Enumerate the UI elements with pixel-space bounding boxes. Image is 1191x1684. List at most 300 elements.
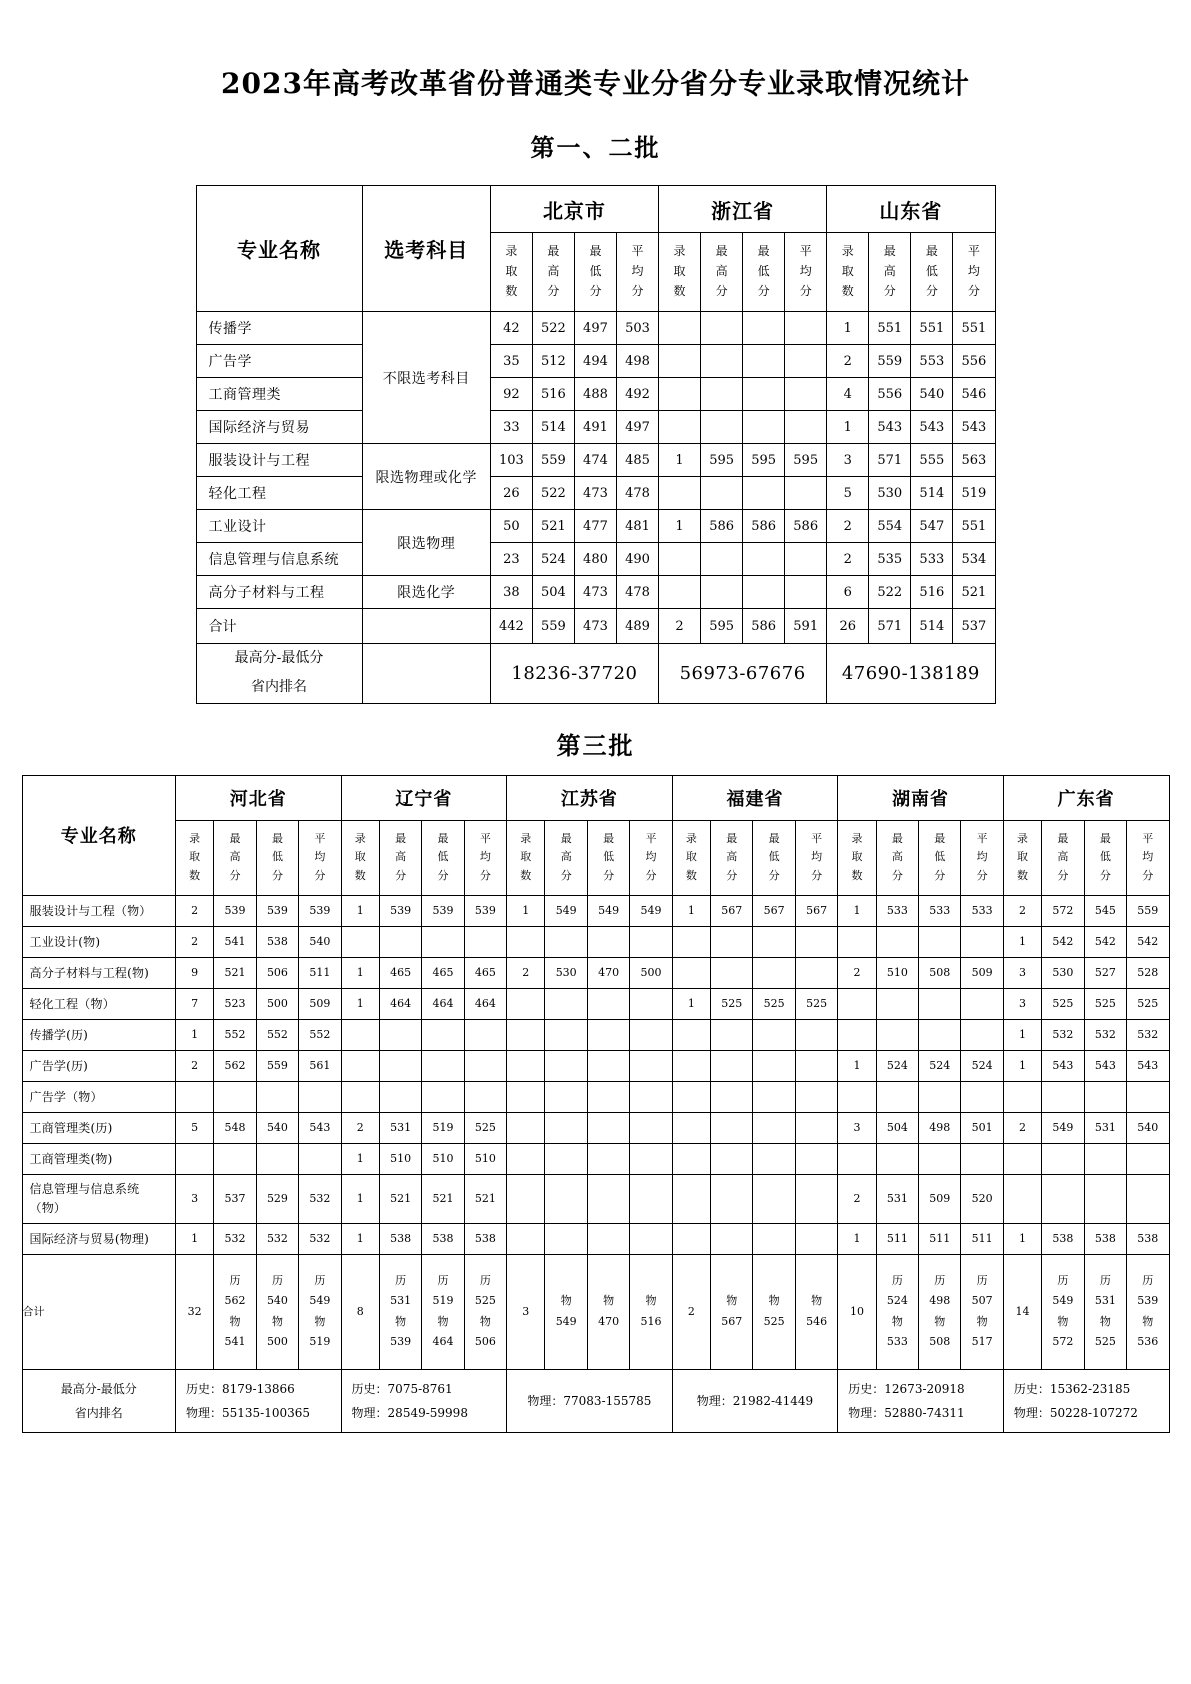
total-count: 8 [341,1254,379,1369]
total-count: 10 [838,1254,876,1369]
score-cell [507,1081,545,1112]
text-line: 均 [631,264,644,279]
score-cell: 567 [753,895,795,926]
score-cell [743,345,785,378]
score-cell [961,1019,1003,1050]
total-count: 2 [672,1254,710,1369]
header-metric-5-3 [919,820,961,895]
score-cell: 530 [869,477,911,510]
score-cell [1127,1081,1169,1112]
score-cell [785,312,827,345]
score-cell: 510 [876,957,918,988]
score-cell: 530 [545,957,587,988]
table-row [22,1050,1169,1081]
text-line: 分 [547,283,560,298]
score-cell [422,1081,464,1112]
text-line: 分 [229,869,241,883]
score-cell: 478 [616,576,658,609]
score-cell [507,1050,545,1081]
text-line: 取 [841,264,854,279]
header-province-3: 江苏省 [507,775,673,820]
total-score-cell: 473 [574,609,616,644]
score-cell [743,312,785,345]
major-name: 高分子材料与工程(物) [22,957,175,988]
text-line: 数 [354,869,366,883]
text-line: 分 [271,869,283,883]
text-line: 524 [886,1294,908,1308]
header-metric-1-1 [175,820,213,895]
score-cell: 1 [838,895,876,926]
score-cell: 532 [1042,1019,1084,1050]
score-cell [379,1081,421,1112]
text-line: 分 [715,283,728,298]
rank-range-1 [175,1369,341,1432]
score-cell: 1 [827,411,869,444]
header-metric-3-1 [827,233,869,312]
score-cell [341,1081,379,1112]
text-line: 录 [841,244,854,259]
header-metric-1-4 [299,820,341,895]
text-line: 464 [432,1335,454,1349]
text-line: 536 [1137,1335,1159,1349]
score-cell: 525 [753,988,795,1019]
score-cell [711,1050,753,1081]
score-cell: 514 [911,477,953,510]
text-line: 录 [520,831,532,845]
score-cell: 465 [379,957,421,988]
score-cell [507,926,545,957]
text-line: 录 [685,831,697,845]
table-row [22,1081,1169,1112]
score-cell [545,1143,587,1174]
score-cell [795,1174,837,1223]
text-line: 平 [314,831,326,845]
score-cell: 1 [838,1050,876,1081]
score-cell: 538 [1084,1223,1126,1254]
text-line: 533 [886,1335,908,1349]
table-row [196,312,995,345]
score-cell: 539 [256,895,298,926]
section-2-title: 第三批 [556,730,635,760]
total-score-cell: 595 [701,609,743,644]
text-line: 历 [314,1274,326,1288]
score-cell [659,411,701,444]
score-cell [545,1174,587,1223]
score-cell [175,1081,213,1112]
text-line: 信息管理与信息系统 [29,1182,140,1197]
score-cell: 516 [532,378,574,411]
text-line: 549 [309,1294,331,1308]
total-score-stack [299,1254,341,1369]
header-metric-3-3 [911,233,953,312]
score-cell: 595 [743,444,785,477]
text-line: 高 [395,850,407,864]
score-cell [785,411,827,444]
text-line: 物理：50228-107272 [1013,1405,1138,1420]
table-row [196,411,995,444]
score-cell [876,1019,918,1050]
score-cell: 553 [911,345,953,378]
text-line: 最 [271,831,283,845]
header-metric-2-3 [422,820,464,895]
header-metric-6-2 [1042,820,1084,895]
text-line: 历 [1057,1274,1069,1288]
table-row [22,957,1169,988]
score-cell: 572 [1042,895,1084,926]
score-cell: 522 [869,576,911,609]
text-line: 分 [560,869,572,883]
score-cell: 548 [214,1112,256,1143]
major-name: 传播学(历) [22,1019,175,1050]
text-line: 录 [1017,831,1029,845]
text-line: 541 [224,1335,246,1349]
total-score-cell: 2 [659,609,701,644]
score-cell: 1 [1003,926,1041,957]
text-line: 高 [547,264,560,279]
rank-range-2 [341,1369,507,1432]
score-cell [630,1050,672,1081]
text-line: 最 [589,244,602,259]
table-third-batch [22,775,1170,1433]
rank-range-3 [507,1369,673,1432]
score-cell [659,576,701,609]
score-cell [753,1143,795,1174]
subject-requirement-empty [362,609,490,644]
total-count: 14 [1003,1254,1041,1369]
header-metric-6-1 [1003,820,1041,895]
score-cell [785,378,827,411]
score-cell [422,1019,464,1050]
score-cell: 508 [919,957,961,988]
text-line: 低 [1099,850,1111,864]
table-row [196,345,995,378]
score-cell [1003,1143,1041,1174]
text-line: 均 [314,850,326,864]
text-line: 最 [229,831,241,845]
score-cell: 1 [507,895,545,926]
score-cell: 516 [911,576,953,609]
major-name: 服装设计与工程（物） [22,895,175,926]
score-cell: 543 [1042,1050,1084,1081]
total-score-stack [961,1254,1003,1369]
score-cell: 464 [464,988,506,1019]
score-cell [545,1112,587,1143]
score-cell [672,1081,710,1112]
major-name [22,1174,175,1223]
score-cell [701,345,743,378]
score-cell: 3 [838,1112,876,1143]
score-cell: 50 [490,510,532,543]
score-cell [630,1019,672,1050]
text-line: 分 [1099,869,1111,883]
score-cell [743,543,785,576]
total-score-cell: 442 [490,609,532,644]
score-cell: 1 [838,1223,876,1254]
total-score-stack [545,1254,587,1369]
header-major-name: 专业名称 [196,186,362,312]
score-cell [919,988,961,1019]
text-line: 分 [645,869,657,883]
text-line: （物） [29,1200,67,1215]
score-cell: 512 [532,345,574,378]
score-cell: 519 [953,477,995,510]
score-cell [753,1223,795,1254]
score-cell: 519 [422,1112,464,1143]
header-metric-2-1 [341,820,379,895]
text-line: 历 [934,1274,946,1288]
score-cell: 532 [1084,1019,1126,1050]
score-cell: 531 [379,1112,421,1143]
score-cell: 551 [953,510,995,543]
score-cell: 533 [961,895,1003,926]
text-line: 低 [437,850,449,864]
score-cell: 465 [464,957,506,988]
header-metric-4-1 [672,820,710,895]
score-cell: 534 [953,543,995,576]
total-count: 32 [175,1254,213,1369]
score-cell [214,1143,256,1174]
score-cell [753,1174,795,1223]
score-cell: 4 [827,378,869,411]
header-metric-3-3 [587,820,629,895]
score-cell: 5 [175,1112,213,1143]
subject-requirement: 限选物理或化学 [362,444,490,510]
score-cell: 541 [214,926,256,957]
text-line: 历 [271,1274,283,1288]
score-cell [753,1050,795,1081]
total-score-cell: 591 [785,609,827,644]
text-line: 录 [851,831,863,845]
text-line: 分 [1057,869,1069,883]
text-line: 取 [189,850,201,864]
score-cell: 2 [175,926,213,957]
text-line: 分 [395,869,407,883]
score-cell [464,1050,506,1081]
score-cell [795,957,837,988]
score-cell: 547 [911,510,953,543]
total-score-cell: 586 [743,609,785,644]
score-cell: 571 [869,444,911,477]
score-cell [587,1019,629,1050]
score-cell [961,926,1003,957]
text-line: 分 [934,869,946,883]
text-line: 物 [271,1314,283,1328]
score-cell [587,1174,629,1223]
score-cell [711,1081,753,1112]
score-cell [379,1019,421,1050]
header-metric-1-3 [574,233,616,312]
score-cell [753,926,795,957]
score-cell: 540 [1127,1112,1169,1143]
text-line: 562 [224,1294,246,1308]
header-province-2: 辽宁省 [341,775,507,820]
score-cell [838,988,876,1019]
score-cell: 524 [919,1050,961,1081]
score-cell: 521 [422,1174,464,1223]
text-line: 最高分-最低分 [60,1381,137,1396]
subject-requirement: 限选物理 [362,510,490,576]
text-line: 录 [354,831,366,845]
total-label: 合计 [22,1254,175,1369]
text-line: 录 [505,244,518,259]
total-score-stack [379,1254,421,1369]
table-row [196,477,995,510]
text-line: 历 [891,1274,903,1288]
table-row [22,1223,1169,1254]
text-line: 分 [967,283,980,298]
header-metric-2-4 [785,233,827,312]
text-line: 最 [437,831,449,845]
score-cell: 531 [1084,1112,1126,1143]
score-cell: 511 [919,1223,961,1254]
score-cell [838,1019,876,1050]
score-cell: 532 [299,1174,341,1223]
text-line: 物 [811,1294,823,1308]
score-cell [1003,1081,1041,1112]
score-cell: 535 [869,543,911,576]
score-cell: 559 [869,345,911,378]
table-row [196,444,995,477]
text-line: 物 [1099,1314,1111,1328]
text-line: 历史：8179-13866 [185,1381,295,1396]
score-cell [961,1143,1003,1174]
text-line: 540 [266,1294,288,1308]
text-line: 516 [640,1314,662,1328]
score-cell: 532 [299,1223,341,1254]
text-line: 549 [1052,1294,1074,1308]
text-line: 物 [479,1314,491,1328]
score-cell: 525 [464,1112,506,1143]
header-metric-4-2 [711,820,753,895]
score-cell [214,1081,256,1112]
score-cell: 474 [574,444,616,477]
score-cell [701,411,743,444]
score-cell [795,1081,837,1112]
text-line: 物 [726,1294,738,1308]
header-metric-6-3 [1084,820,1126,895]
score-cell: 1 [341,988,379,1019]
score-cell: 521 [214,957,256,988]
score-cell [545,1223,587,1254]
total-score-cell: 537 [953,609,995,644]
text-line: 低 [757,264,770,279]
text-line: 高 [883,264,896,279]
text-line: 500 [266,1335,288,1349]
major-name: 轻化工程（物） [22,988,175,1019]
text-line: 平 [976,831,988,845]
total-score-stack [795,1254,837,1369]
score-cell: 521 [379,1174,421,1223]
score-cell: 103 [490,444,532,477]
text-line: 分 [925,283,938,298]
text-line: 均 [1142,850,1154,864]
score-cell: 595 [785,444,827,477]
score-cell: 595 [701,444,743,477]
score-cell: 470 [587,957,629,988]
score-cell: 543 [953,411,995,444]
score-cell: 538 [256,926,298,957]
score-cell: 542 [1127,926,1169,957]
score-cell [630,1174,672,1223]
score-cell: 1 [659,510,701,543]
rank-empty [362,644,490,704]
score-cell [1127,1143,1169,1174]
page-title: 2023年高考改革省份普通类专业分省分专业录取情况统计 [221,67,970,100]
header-metric-5-1 [838,820,876,895]
score-cell [795,926,837,957]
total-score-stack [919,1254,961,1369]
score-cell: 1 [341,1174,379,1223]
score-cell: 549 [630,895,672,926]
text-line: 506 [474,1335,496,1349]
score-cell: 1 [1003,1223,1041,1254]
score-cell: 2 [507,957,545,988]
score-cell: 1 [341,1143,379,1174]
score-cell [659,543,701,576]
score-cell: 490 [616,543,658,576]
score-cell [464,1081,506,1112]
header-metric-1-2 [214,820,256,895]
score-cell: 527 [1084,957,1126,988]
score-cell [630,1223,672,1254]
text-line: 数 [505,283,518,298]
score-cell: 1 [659,444,701,477]
score-cell: 465 [422,957,464,988]
score-cell: 521 [532,510,574,543]
score-cell: 559 [256,1050,298,1081]
text-line: 分 [1142,869,1154,883]
score-cell: 2 [838,1174,876,1223]
score-cell [795,1223,837,1254]
score-cell [838,1143,876,1174]
score-cell [507,1174,545,1223]
score-cell: 551 [953,312,995,345]
total-score-stack [1042,1254,1084,1369]
score-cell: 2 [175,895,213,926]
score-cell: 525 [1084,988,1126,1019]
text-line: 498 [929,1294,951,1308]
rank-range-4 [672,1369,838,1432]
score-cell: 543 [1127,1050,1169,1081]
score-cell [876,1081,918,1112]
text-line: 分 [976,869,988,883]
text-line: 历 [395,1274,407,1288]
score-cell [701,378,743,411]
table-row [196,576,995,609]
score-cell: 9 [175,957,213,988]
major-name: 轻化工程 [196,477,362,510]
text-line: 均 [967,264,980,279]
header-metric-2-4 [464,820,506,895]
score-cell: 497 [574,312,616,345]
rank-range-1: 18236-37720 [490,644,658,704]
table-row [22,1019,1169,1050]
text-line: 分 [631,283,644,298]
header-subject: 选考科目 [362,186,490,312]
text-line: 物 [603,1294,615,1308]
score-cell [659,312,701,345]
major-name: 工业设计 [196,510,362,543]
text-line: 分 [589,283,602,298]
score-cell: 586 [785,510,827,543]
score-cell: 42 [490,312,532,345]
header-metric-2-3 [743,233,785,312]
rank-range-3: 47690-138189 [827,644,995,704]
score-cell: 538 [1042,1223,1084,1254]
score-cell: 586 [701,510,743,543]
score-cell: 511 [299,957,341,988]
score-cell [1042,1081,1084,1112]
